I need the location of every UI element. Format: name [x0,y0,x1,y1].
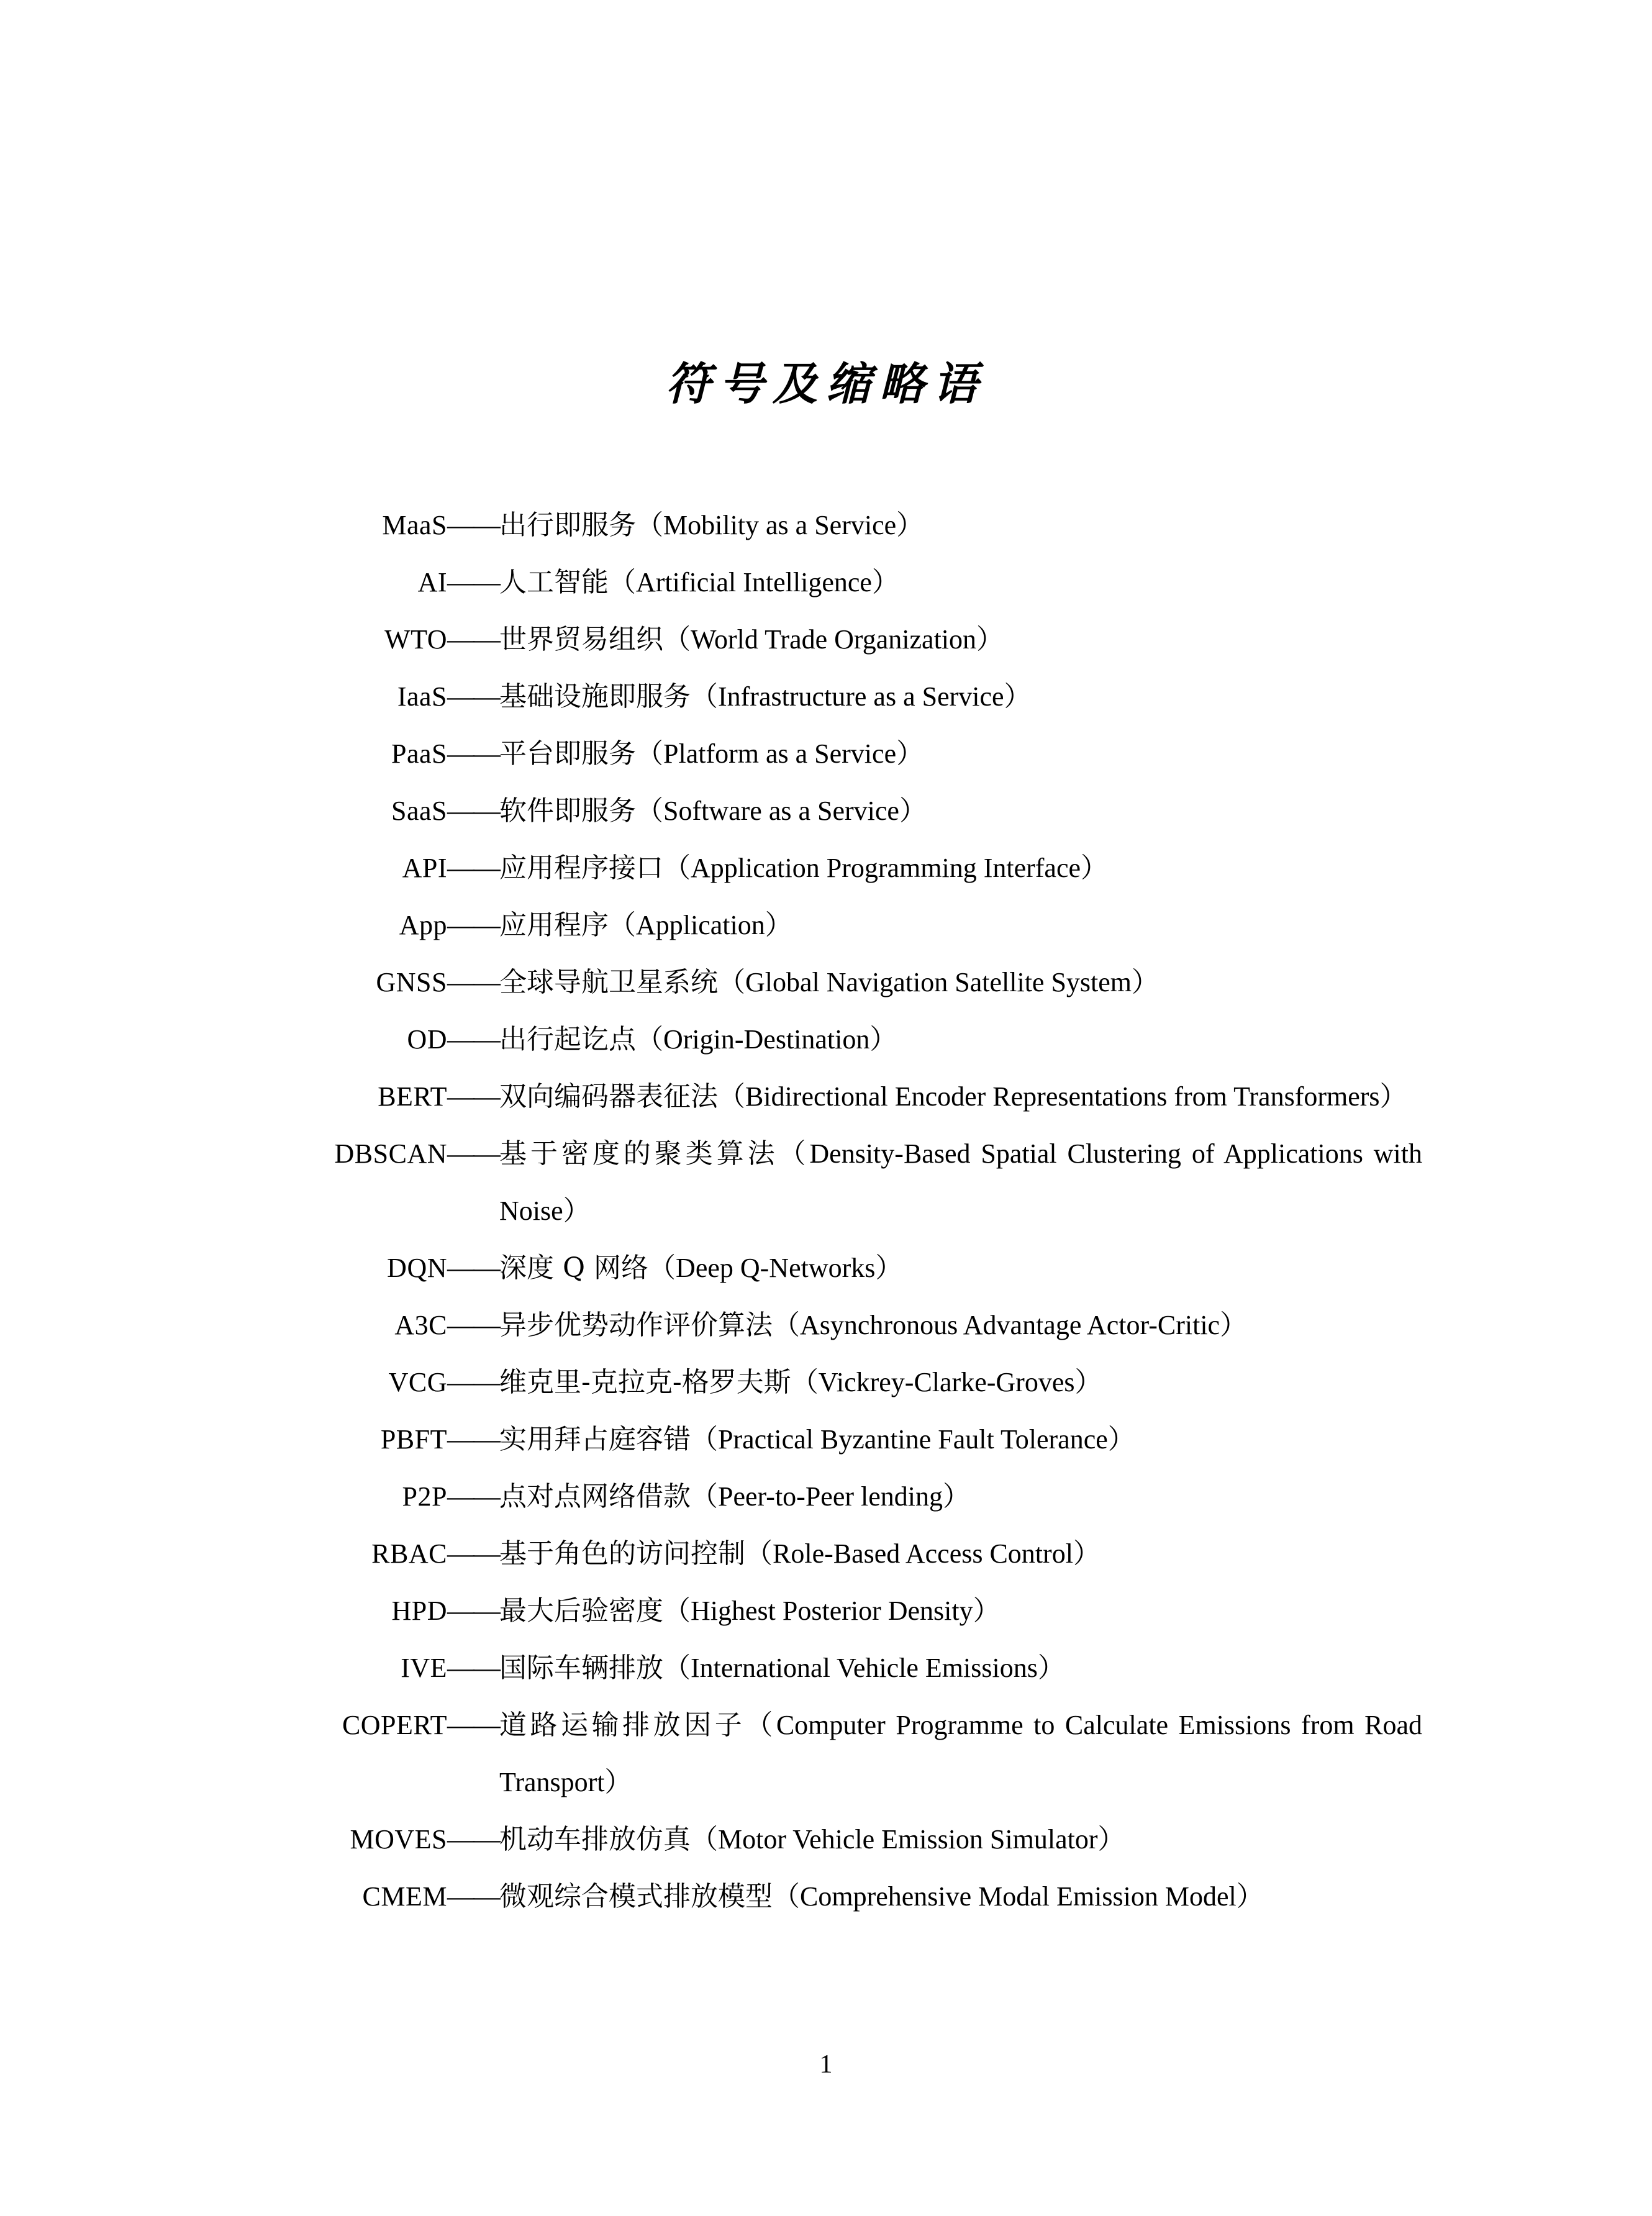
abbreviation-term: MOVES [350,1824,447,1855]
abbreviation-term: PaaS [391,738,447,769]
entry-definition-english: （Density-Based Spatial Clustering of Applications with Noise） [499,1138,1422,1226]
entry-definition [499,725,1422,783]
abbreviation-term: COPERT [342,1710,447,1740]
abbreviation-entry [242,1297,1422,1354]
entry-dash: —— [447,1824,499,1855]
abbreviation-term: BERT [378,1081,447,1112]
entry-definition-english: （Mobility as a Service） [636,510,924,540]
entry-definition-english: （Deep Q-Networks） [648,1253,903,1283]
abbreviation-entry [242,1868,1422,1925]
entry-definition-english: （Application Programming Interface） [663,853,1109,883]
entry-definition [499,1354,1422,1411]
abbreviation-term: MaaS [382,510,447,540]
abbreviation-entry [242,897,1422,954]
entry-definition-english: （World Trade Organization） [663,624,1004,655]
abbreviation-entry [242,611,1422,668]
page-title: 符号及缩略语 [665,357,986,410]
entry-dash: —— [447,1653,499,1683]
abbreviation-term: RBAC [371,1538,447,1569]
entry-definition-english: （Artificial Intelligence） [609,567,899,597]
entry-dash: —— [447,1538,499,1569]
entry-definition [499,1411,1422,1468]
entry-definition-english: （Software as a Service） [636,796,927,826]
abbreviation-entry [242,1011,1422,1068]
entry-dash: —— [447,1481,499,1512]
entry-definition-english: （Global Navigation Satellite System） [718,967,1160,997]
abbreviation-term: App [399,910,447,940]
abbreviation-entry [242,1068,1422,1125]
entry-definition-english: （International Vehicle Emissions） [663,1653,1065,1683]
entry-definition-chinese: 国际车辆排放 [499,1652,663,1684]
entry-definition [499,1525,1422,1583]
abbreviation-entry [242,1811,1422,1868]
entry-dash: —— [447,796,499,826]
abbreviation-term: HPD [391,1596,447,1626]
abbreviation-term: PBFT [380,1424,447,1455]
entry-definition-chinese: 基础设施即服务 [499,681,691,712]
entry-definition [499,1125,1422,1240]
entry-definition [499,554,1422,611]
abbreviation-term: A3C [394,1310,447,1340]
abbreviation-entry [242,1583,1422,1640]
entry-dash: —— [447,624,499,655]
entry-dash: —— [447,510,499,540]
entry-definition-chinese: 人工智能 [499,566,609,598]
entry-definition-english: （Vickrey-Clarke-Groves） [791,1367,1102,1397]
entry-dash: —— [447,567,499,597]
abbreviation-term: GNSS [376,967,447,997]
entry-definition-chinese: 微观综合模式排放模型 [499,1881,773,1912]
entry-definition-english: （Motor Vehicle Emission Simulator） [691,1824,1125,1855]
entry-dash: —— [447,1138,499,1169]
entry-dash: —— [447,738,499,769]
entry-definition [499,1240,1422,1297]
abbreviation-term: AI [417,567,447,597]
entry-definition-english: （Bidirectional Encoder Representations from Transformers） [718,1081,1407,1112]
entry-definition-chinese: 全球导航卫星系统 [499,966,718,998]
abbreviation-entry [242,1125,1422,1240]
entry-definition-chinese: 出行起讫点 [499,1024,636,1055]
page-number: 1 [819,2050,833,2079]
entry-definition [499,1697,1422,1811]
entry-dash: —— [447,1596,499,1626]
abbreviation-term: DQN [387,1253,447,1283]
entry-definition-chinese: 应用程序接口 [499,852,663,884]
entry-definition [499,1068,1422,1125]
entry-dash: —— [447,910,499,940]
entry-definition [499,897,1422,954]
abbreviation-term: IaaS [397,681,447,712]
entry-definition-chinese: 平台即服务 [499,738,636,770]
abbreviation-entry [242,668,1422,725]
entry-definition [499,1811,1422,1868]
entry-definition [499,668,1422,725]
entry-definition-chinese: 双向编码器表征法 [499,1081,718,1112]
abbreviation-term: API [402,853,447,883]
entry-dash: —— [447,967,499,997]
entry-definition-chinese: 基于角色的访问控制 [499,1538,745,1569]
abbreviation-entry [242,1354,1422,1411]
entry-dash: —— [447,853,499,883]
abbreviation-term: OD [407,1024,447,1055]
abbreviation-term: WTO [384,624,447,655]
abbreviation-term: VCG [388,1367,447,1397]
entry-definition-english: （Asynchronous Advantage Actor-Critic） [773,1310,1248,1340]
entry-definition-english: （Application） [609,910,792,940]
entry-definition-chinese: 道路运输排放因子 [499,1709,746,1741]
entry-definition-chinese: 应用程序 [499,909,609,941]
entry-definition-chinese: 出行即服务 [499,509,636,541]
entry-dash: —— [447,1710,499,1740]
entry-dash: —— [447,1881,499,1912]
abbreviation-entry [242,554,1422,611]
entry-definition [499,1868,1422,1925]
entry-definition-english: （Origin-Destination） [636,1024,897,1055]
abbreviation-entry [242,1411,1422,1468]
entry-dash: —— [447,1024,499,1055]
entry-dash: —— [447,1310,499,1340]
entry-definition-chinese: 最大后验密度 [499,1595,663,1627]
entry-definition-chinese: 实用拜占庭容错 [499,1424,691,1455]
entry-definition-english: （Computer Programme to Calculate Emissions from Road Transport） [499,1710,1423,1797]
abbreviation-term: DBSCAN [334,1138,447,1169]
entry-definition [499,840,1422,897]
entry-definition [499,611,1422,668]
entry-definition-english: （Role-Based Access Control） [745,1538,1101,1569]
entry-definition-english: （Highest Posterior Density） [663,1596,1001,1626]
abbreviation-entry [242,1640,1422,1697]
entry-definition [499,497,1422,554]
abbreviation-entry [242,725,1422,783]
abbreviation-list [242,497,1422,1925]
entry-definition [499,1640,1422,1697]
entry-definition-chinese: 机动车排放仿真 [499,1823,691,1855]
entry-definition-chinese: 深度 Q 网络 [499,1252,649,1284]
entry-definition-english: （Peer-to-Peer lending） [691,1481,970,1512]
abbreviation-entry [242,1525,1422,1583]
entry-dash: —— [447,1081,499,1112]
entry-definition [499,783,1422,840]
entry-definition [499,1583,1422,1640]
entry-definition-english: （Practical Byzantine Fault Tolerance） [691,1424,1135,1455]
entry-dash: —— [447,1253,499,1283]
abbreviation-entry [242,783,1422,840]
entry-dash: —— [447,1424,499,1455]
entry-definition [499,954,1422,1011]
abbreviation-term: IVE [401,1653,447,1683]
entry-definition-chinese: 异步优势动作评价算法 [499,1309,773,1341]
abbreviation-entry [242,840,1422,897]
entry-definition-english: （Infrastructure as a Service） [691,681,1032,712]
abbreviation-entry [242,1240,1422,1297]
entry-definition-chinese: 维克里-克拉克-格罗夫斯 [499,1366,791,1398]
entry-definition-english: （Comprehensive Modal Emission Model） [773,1881,1264,1912]
entry-definition [499,1011,1422,1068]
entry-definition-chinese: 软件即服务 [499,795,636,827]
entry-definition [499,1297,1422,1354]
abbreviation-entry [242,497,1422,554]
abbreviation-entry [242,1697,1422,1811]
entry-definition [499,1468,1422,1525]
entry-definition-chinese: 世界贸易组织 [499,624,663,655]
abbreviation-term: SaaS [391,796,447,826]
abbreviation-term: P2P [402,1481,447,1512]
abbreviation-term: CMEM [362,1881,447,1912]
entry-definition-chinese: 点对点网络借款 [499,1481,691,1512]
entry-dash: —— [447,681,499,712]
abbreviation-entry [242,1468,1422,1525]
abbreviation-entry [242,954,1422,1011]
entry-definition-chinese: 基于密度的聚类算法 [499,1138,779,1169]
entry-definition-english: （Platform as a Service） [636,738,924,769]
entry-dash: —— [447,1367,499,1397]
